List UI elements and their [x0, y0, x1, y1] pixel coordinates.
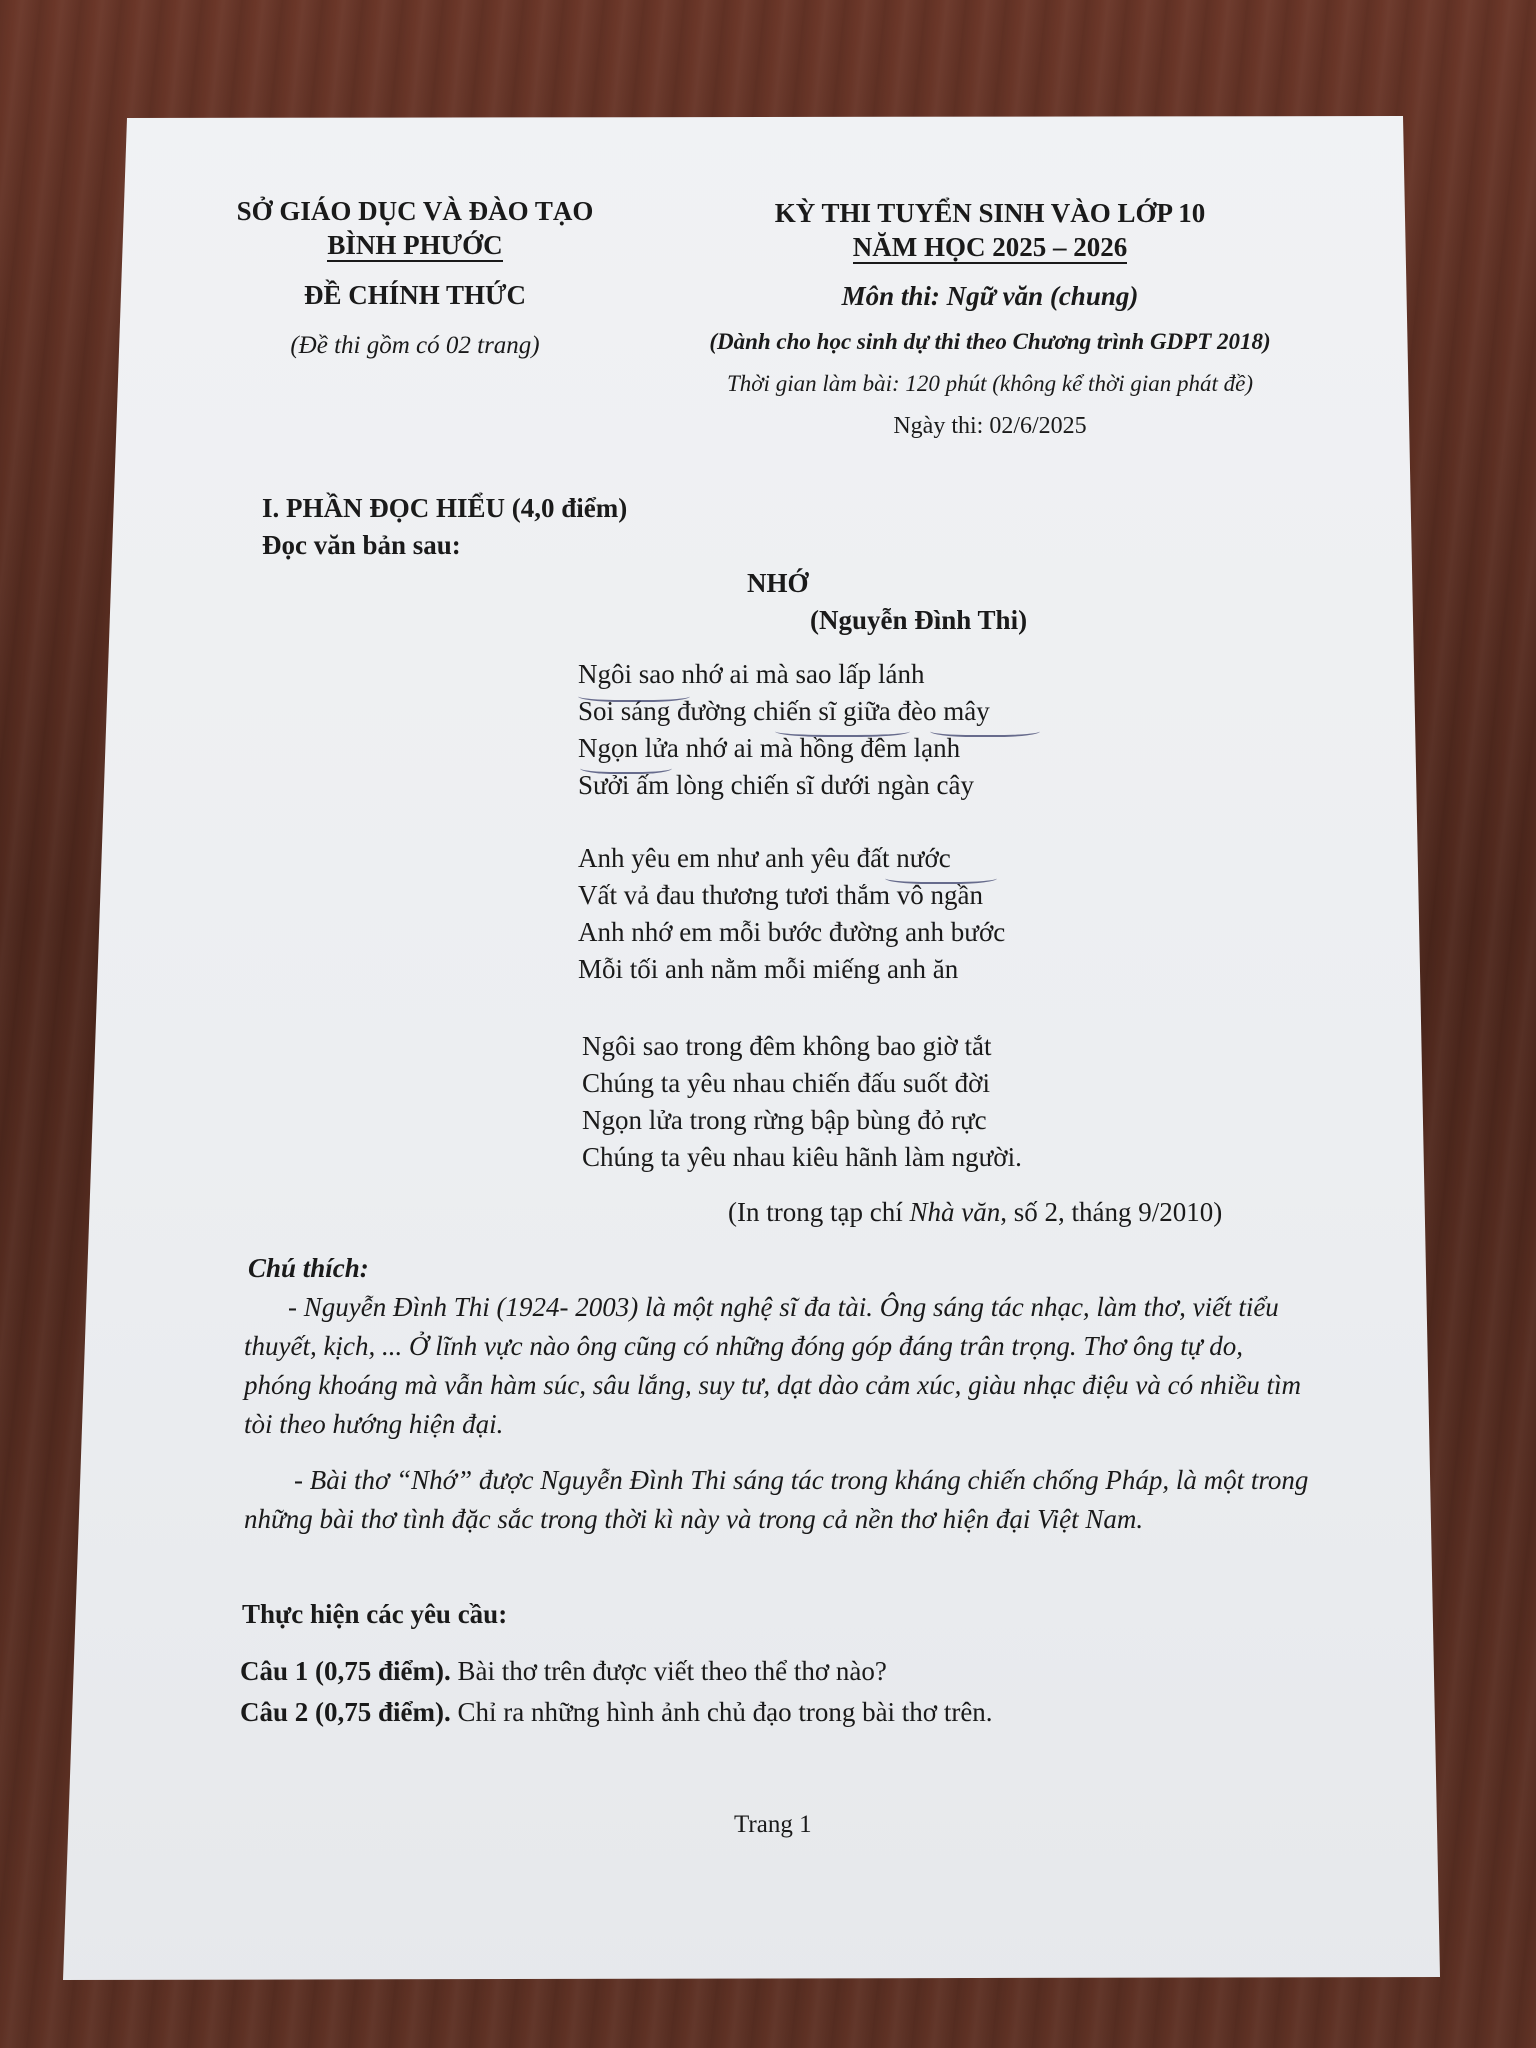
poem-line: Soi sáng đường chiến sĩ giữa đèo mây [578, 696, 990, 726]
question-2-text: Chỉ ra những hình ảnh chủ đạo trong bài thơ trên. [450, 1697, 993, 1727]
notes-heading: Chú thích: [248, 1253, 369, 1283]
section-heading: I. PHẦN ĐỌC HIỂU (4,0 điểm) [262, 493, 628, 523]
pen-underline-mark [885, 870, 997, 884]
question-1 [240, 1656, 887, 1687]
note-poem: - Bài thơ “Nhớ” được Nguyễn Đình Thi sáng tác trong kháng chiến chống Pháp, là một trong những bài thơ tình đặc sắc trong thời kì này và trong cả nền thơ hiện đại Việt Nam. [244, 1465, 1309, 1534]
poem-stanza-2 [578, 840, 1005, 988]
pen-underline-mark [580, 760, 672, 774]
source-journal: Nhà văn [909, 1197, 1001, 1227]
poem-title: NHỚ [747, 568, 809, 598]
source-suffix: , số 2, tháng 9/2010) [1000, 1197, 1223, 1227]
poem-line: Chúng ta yêu nhau kiêu hãnh làm người. [582, 1142, 1022, 1172]
pen-underline-mark [775, 723, 910, 737]
tasks-heading: Thực hiện các yêu cầu: [242, 1599, 508, 1629]
exam-title: KỲ THI TUYỂN SINH VÀO LỚP 10 [774, 198, 1206, 228]
question-2 [240, 1697, 993, 1728]
time-limit: Thời gian làm bài: 120 phút (không kể thời gian phát đề) [726, 371, 1254, 396]
pen-underline-mark [930, 723, 1040, 737]
reading-instruction: Đọc văn bản sau: [262, 530, 461, 560]
source-prefix: (In trong tạp chí [728, 1197, 910, 1227]
page-count-note: (Đề thi gồm có 02 trang) [290, 332, 540, 359]
note-author: - Nguyễn Đình Thi (1924- 2003) là một nghệ sĩ đa tài. Ông sáng tác nhạc, làm thơ, viết tiểu thuyết, kịch, ... Ở lĩnh vực nào ông cũng có những đóng góp đáng trân trọng. Thơ ông tự do, phóng khoáng mà vẫn hàm súc, sâu lắng, suy tư, dạt dào cảm xúc, giàu nhạc điệu và có nhiều tìm tòi theo hướng hiện đại. [244, 1292, 1302, 1439]
question-1-text: Bài thơ trên được viết theo thể thơ nào? [450, 1656, 887, 1686]
poem-stanza-3 [582, 1028, 1022, 1176]
curriculum-note: (Dành cho học sinh dự thi theo Chương trình GDPT 2018) [709, 329, 1271, 354]
pen-underline-mark [578, 688, 690, 702]
school-year-wrap [690, 232, 1290, 263]
province-name-wrap [205, 230, 625, 261]
poem-line: Mỗi tối anh nằm mỗi miếng anh ăn [578, 954, 959, 984]
poem-author: (Nguyễn Đình Thi) [810, 605, 1028, 635]
province-name: BÌNH PHƯỚC [327, 230, 503, 260]
poem-line: Sưởi ấm lòng chiến sĩ dưới ngàn cây [578, 770, 975, 800]
page-number: Trang 1 [734, 1811, 812, 1838]
subject-line: Môn thi: Ngữ văn (chung) [841, 281, 1139, 311]
school-year: NĂM HỌC 2025 – 2026 [852, 232, 1128, 262]
poem-source [728, 1197, 1222, 1228]
department-name: SỞ GIÁO DỤC VÀ ĐÀO TẠO [236, 196, 594, 226]
poem-line: Ngọn lửa nhớ ai mà hồng đêm lạnh [578, 733, 961, 763]
poem-line: Anh yêu em như anh yêu đất nước [578, 843, 951, 873]
poem-line: Vất vả đau thương tươi thắm vô ngần [578, 880, 983, 910]
poem-line: Ngọn lửa trong rừng bập bùng đỏ rực [582, 1105, 987, 1135]
poem-line: Ngôi sao nhớ ai mà sao lấp lánh [578, 659, 925, 689]
poem-line: Anh nhớ em mỗi bước đường anh bước [578, 917, 1006, 947]
exam-date: Ngày thi: 02/6/2025 [893, 413, 1087, 439]
poem-line: Chúng ta yêu nhau chiến đấu suốt đời [582, 1068, 990, 1098]
poem-line: Ngôi sao trong đêm không bao giờ tắt [582, 1031, 992, 1061]
official-exam-label: ĐỀ CHÍNH THỨC [303, 280, 527, 310]
question-1-label: Câu 1 (0,75 điểm). [240, 1656, 451, 1686]
question-2-label: Câu 2 (0,75 điểm). [240, 1697, 451, 1727]
